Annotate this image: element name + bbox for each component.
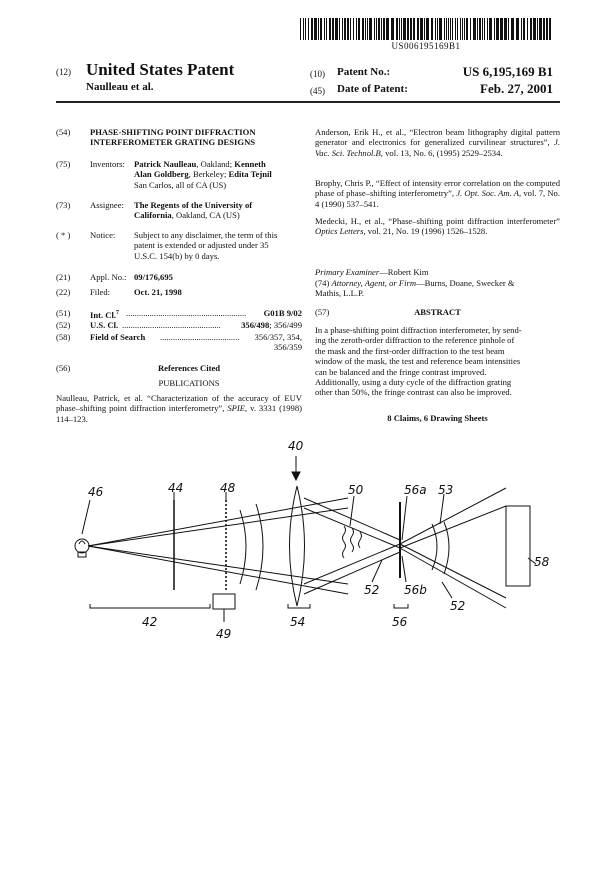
lens-54 (290, 486, 305, 606)
label-48: 48 (220, 481, 236, 495)
barcode-bar (462, 18, 463, 40)
ref-text: , vol. 21, No. 19 (1996) 1526–1528. (363, 226, 488, 237)
barcode-bar (381, 18, 382, 40)
barcode-bar (511, 18, 514, 40)
label-53: 53 (438, 483, 454, 497)
assignee-value (134, 200, 302, 221)
attorney-name-cont: Mathis, L.L.P. (315, 288, 364, 299)
field-notice (56, 230, 302, 264)
patent-authors: Naulleau et al. (86, 81, 154, 93)
label-44: 44 (168, 481, 184, 495)
ref-journal: SPIE (227, 403, 245, 414)
invention-title-line1: PHASE-SHIFTING POINT DIFFRACTION (90, 127, 256, 137)
barcode-bar (537, 18, 538, 40)
label-56b: 56b (404, 583, 427, 597)
barcode-bar (358, 18, 360, 40)
barcode-bar (504, 18, 507, 40)
barcode-bar (318, 18, 319, 40)
field-num: (73) (56, 200, 71, 210)
notice-value (134, 230, 302, 261)
barcode-bar (369, 18, 372, 40)
wavefront-50 (359, 532, 362, 548)
field-label: Assignee: (90, 200, 124, 210)
barcode-bar (413, 18, 415, 40)
field-num: (58) (56, 332, 71, 342)
barcode-bar (516, 18, 519, 40)
tag-45: (45) (310, 86, 325, 96)
barcode-bar (527, 18, 528, 40)
ref-text: Medecki, H., et al., “Phase–shifting point diffraction interferometer” (315, 216, 560, 226)
abstract-line: In a phase-shifting point diffraction interferometer, by send- (315, 325, 522, 335)
wavefront-arc (240, 510, 246, 584)
field-num: (52) (56, 320, 71, 330)
notice-line: U.S.C. 154(b) by 0 days. (134, 250, 220, 261)
field-21 (56, 272, 302, 283)
patent-number: US 6,195,169 B1 (462, 64, 553, 79)
beam-ray (304, 552, 400, 594)
attorney (315, 278, 560, 299)
abstract-line: other than 50%, the fringe contrast can also be improved. (315, 387, 512, 398)
barcode-bar (543, 18, 545, 40)
inventor-name: Patrick Naulleau (134, 159, 197, 169)
barcode-bar (417, 18, 419, 40)
barcode-bar (539, 18, 542, 40)
field-of-search-label: Field of Search (90, 332, 146, 342)
barcode-bar (435, 18, 436, 40)
barcode-bar (383, 18, 385, 40)
ref-journal: J. Vac. Sci. Technol.B (315, 137, 560, 158)
reference-1 (56, 393, 302, 424)
ref-text: , vol. 7, No. 4 (1990) 537–541. (315, 188, 560, 209)
field-56 (56, 363, 302, 374)
barcode-bar (508, 18, 509, 40)
field-num: (74) (315, 278, 332, 288)
barcode-bar (342, 18, 343, 40)
date-label: Date of Patent: (337, 83, 408, 95)
notice-line: Subject to any disclaimer, the term of this (134, 230, 278, 240)
label-49: 49 (216, 627, 232, 641)
label-52-left: 52 (364, 583, 380, 597)
barcode-bar (332, 18, 334, 40)
barcode-bar (376, 18, 377, 40)
label-42: 42 (142, 615, 158, 629)
us-cl-label: U.S. Cl. (90, 320, 119, 330)
barcode-bar (494, 18, 495, 40)
barcode-bar (386, 18, 389, 40)
inventor-name: Edita Tejnil (228, 169, 272, 180)
barcode-bar (444, 18, 445, 40)
field-of-search-line1: 356/357, 354, (254, 332, 302, 342)
wavefront-50 (351, 528, 354, 552)
barcode-bar (420, 18, 423, 40)
ref-text: Brophy, Chris P., “Effect of intensity error correlation on the computed phase of phase–shifting interferometry”, (315, 178, 560, 199)
bracket-42 (90, 604, 210, 608)
label-56: 56 (392, 615, 408, 629)
barcode-bar (356, 18, 357, 40)
barcode-bar (374, 18, 375, 40)
barcode-bar (308, 18, 309, 40)
int-cl-value: G01B 9/02 (263, 308, 302, 318)
field-75-inventors (56, 159, 302, 195)
header-divider (56, 101, 560, 103)
barcode-bar (533, 18, 536, 40)
field-22 (56, 287, 302, 298)
barcode-bar (482, 18, 483, 40)
abstract-header (315, 307, 560, 318)
ref-text: Anderson, Erik H., et al., “Electron beam lithography digital pattern generator and electronics for generalized curvilinear structures”, (315, 127, 560, 148)
tag-12: (12) (56, 67, 71, 77)
leader-line (82, 500, 90, 534)
barcode-bar (396, 18, 398, 40)
label-50: 50 (348, 483, 364, 497)
barcode-bar (546, 18, 548, 40)
leader-dots: ..................................... (160, 332, 240, 342)
wavefront-50 (343, 526, 346, 558)
barcode-bar (391, 18, 394, 40)
barcode-bar (378, 18, 380, 40)
barcode-bar (473, 18, 476, 40)
barcode-bar (487, 18, 488, 40)
field-num: (51) (56, 308, 71, 318)
barcode-bar (403, 18, 406, 40)
field-num: (75) (56, 159, 71, 169)
barcode-bar (446, 18, 447, 40)
barcode-bar (455, 18, 456, 40)
field-58 (56, 332, 302, 354)
patent-date: Feb. 27, 2001 (480, 81, 553, 96)
barcode-bar (549, 18, 551, 40)
abstract-line: window of the mask, the test and reference beam intensities (315, 356, 521, 367)
barcode-bar (367, 18, 368, 40)
examiner-name: —Robert Kim (379, 267, 429, 277)
bracket-56 (394, 604, 408, 608)
assignee-location: , Oakland, CA (US) (171, 210, 240, 221)
references-cited-heading: References Cited (157, 363, 221, 373)
us-cl-secondary: ; 356/499 (269, 320, 302, 330)
barcode-number: US006195169B1 (391, 41, 461, 51)
barcode-bar (477, 18, 478, 40)
barcode-bar (303, 18, 304, 40)
beam-ray (400, 506, 506, 548)
field-52 (56, 320, 302, 331)
inventor-name: Kenneth (234, 159, 266, 169)
barcode-bar (437, 18, 438, 40)
figure-diagram (60, 430, 580, 650)
leader-dots: .............................................. (122, 320, 221, 330)
barcode-bar (530, 18, 532, 40)
barcode-bar (523, 18, 525, 40)
grating-actuator-49 (213, 594, 235, 609)
detector-58 (506, 506, 530, 586)
barcode-bar (399, 18, 400, 40)
beam-ray (88, 498, 348, 546)
tag-10: (10) (310, 69, 325, 79)
ref-text: Naulleau, Patrick, et al. “Characterization of the accuracy of EUV phase–shifting point diffraction interferometry”, (56, 393, 302, 414)
int-cl-text: Int. Cl. (90, 309, 117, 320)
claims-line (315, 413, 560, 423)
us-cl-value (241, 320, 302, 330)
abstract-line: ing the zeroth-order diffraction to the reference pinhole of (315, 335, 515, 346)
barcode-bar (484, 18, 485, 40)
barcode (300, 18, 552, 40)
claims-text: 8 Claims, 6 Drawing Sheets (387, 413, 488, 423)
barcode-bar (350, 18, 351, 40)
field-num: ( * ) (56, 230, 71, 240)
leader-line (442, 582, 452, 598)
barcode-bar (424, 18, 425, 40)
abstract-line: can be balanced and the fringe contrast improved. (315, 366, 487, 377)
field-label: Filed: (90, 287, 111, 297)
primary-examiner (315, 267, 560, 277)
barcode-bar (439, 18, 442, 40)
beam-ray (88, 546, 348, 584)
attorney-name: —Burns, Doane, Swecker & (416, 278, 515, 288)
ref-journal: J. Opt. Soc. Am. A (456, 188, 520, 199)
barcode-bar (452, 18, 453, 40)
patent-title: United States Patent (86, 60, 235, 79)
leader-line (440, 494, 444, 524)
int-cl-label (90, 308, 119, 320)
barcode-bar (460, 18, 461, 40)
field-of-search-line2: 356/359 (273, 342, 302, 353)
barcode-bar (401, 18, 402, 40)
barcode-bar (426, 18, 429, 40)
barcode-bar (448, 18, 449, 40)
beam-ray (88, 508, 348, 546)
inventor-city: , Oakland; (196, 159, 235, 169)
barcode-bar (450, 18, 451, 40)
barcode-bar (339, 18, 340, 40)
assignee-name: The Regents of the University of (134, 200, 253, 210)
leader-line (402, 496, 407, 540)
barcode-bar (329, 18, 331, 40)
us-cl-primary: 356/498 (241, 320, 270, 330)
ref-text: , v. 3331 (1998) 114–123. (56, 403, 302, 424)
barcode-bar (410, 18, 412, 40)
light-bulb-icon (75, 539, 89, 557)
barcode-bar (470, 18, 471, 40)
inventor-name: Alan Goldberg (134, 169, 189, 180)
label-58: 58 (534, 555, 550, 569)
patent-no-label: Patent No.: (337, 66, 391, 78)
beam-ray (304, 498, 400, 540)
inventor-location: San Carlos, all of CA (US) (134, 179, 227, 190)
reference-4 (315, 216, 560, 237)
examiner-label: Primary Examiner (315, 267, 380, 277)
field-num: (22) (56, 287, 71, 297)
field-label: Appl. No.: (90, 272, 127, 282)
label-54: 54 (290, 615, 306, 629)
reference-3 (315, 178, 560, 209)
abstract-line: the mask and the first-order diffraction to the test beam (315, 345, 505, 356)
field-51 (56, 308, 302, 319)
publications-heading: PUBLICATIONS (158, 378, 220, 388)
label-40: 40 (288, 439, 304, 453)
attorney-label: Attorney, Agent, or Firm (331, 278, 417, 288)
field-num: (57) (315, 307, 330, 317)
field-num: (56) (56, 363, 71, 373)
barcode-bar (314, 18, 317, 40)
barcode-bar (305, 18, 306, 40)
beam-ray (88, 546, 348, 594)
barcode-bar (300, 18, 301, 40)
notice-line: patent is extended or adjusted under 35 (134, 240, 269, 251)
barcode-bar (489, 18, 492, 40)
wavefront-53 (432, 524, 437, 570)
field-num: (21) (56, 272, 71, 282)
barcode-bar (407, 18, 409, 40)
barcode-bar (344, 18, 346, 40)
barcode-bar (479, 18, 481, 40)
barcode-bar (311, 18, 313, 40)
barcode-bar (320, 18, 322, 40)
inventors-value (134, 159, 302, 190)
label-56a: 56a (404, 483, 427, 497)
barcode-bar (347, 18, 349, 40)
abstract-line: Additionally, using a duty cycle of the diffraction grating (315, 377, 512, 388)
assignee-name: California (134, 210, 172, 221)
field-label: Inventors: (90, 159, 125, 169)
barcode-bar (431, 18, 433, 40)
arrow-head-icon (292, 472, 300, 480)
bracket-54 (288, 604, 310, 608)
field-73-assignee (56, 200, 302, 224)
barcode-bar (464, 18, 465, 40)
field-num: (54) (56, 127, 71, 137)
barcode-bar (466, 18, 468, 40)
field-label: Notice: (90, 230, 116, 240)
leader-dots: ........................................................ (126, 308, 247, 318)
barcode-bar (335, 18, 338, 40)
beam-ray (304, 544, 400, 584)
barcode-bar (324, 18, 325, 40)
int-cl-sup: 7 (116, 310, 120, 316)
barcode-bar (365, 18, 366, 40)
abstract-body (315, 325, 560, 398)
barcode-bar (326, 18, 327, 40)
barcode-bar (496, 18, 499, 40)
invention-title-line2: INTERFEROMETER GRATING DESIGNS (90, 137, 256, 148)
ref-journal: Optics Letters (315, 226, 364, 237)
barcode-bar (457, 18, 458, 40)
barcode-bar (521, 18, 522, 40)
ref-text: , vol. 13, No. 6, (1995) 2529–2534. (380, 147, 503, 158)
filed-date: Oct. 21, 1998 (134, 287, 182, 297)
barcode-bar (362, 18, 364, 40)
label-46: 46 (88, 485, 104, 499)
leader-line (350, 496, 354, 526)
barcode-bar (500, 18, 503, 40)
barcode-bar (353, 18, 354, 40)
inventor-city: , Berkeley; (188, 169, 229, 180)
label-52-right: 52 (450, 599, 466, 613)
field-54 (56, 127, 302, 149)
leader-line (402, 556, 406, 582)
abstract-title: ABSTRACT (414, 307, 461, 317)
appl-no: 09/176,695 (134, 272, 173, 282)
reference-2 (315, 127, 560, 158)
